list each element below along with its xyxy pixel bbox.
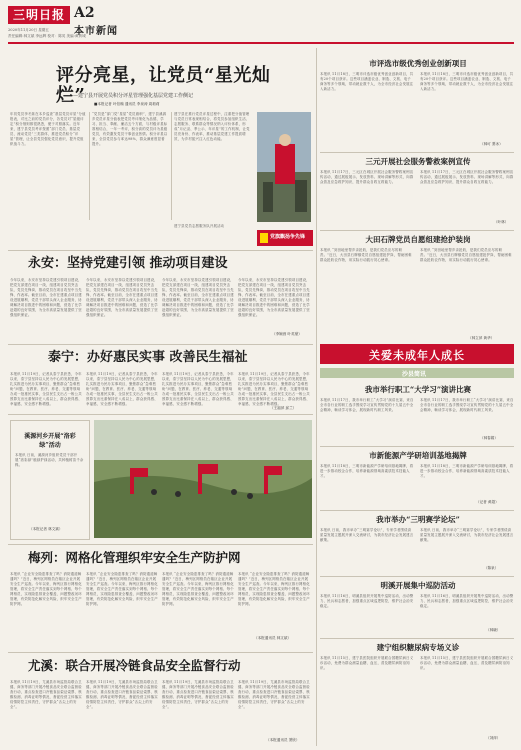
right-head-3: 大田石牌党员自愿组建抢护装岗 [365, 235, 471, 244]
story2-body-col3: 今年以来，永安市坚持以党建引领项目建设，把党支部建在项目一线，组建项目党员突击队、党员先锋岗，推动党员在项目攻坚中当先锋、作表率。截至目前，全市在建重点项目建设进展顺利，党员干部带头深入企业服务，协调解决项目推进中的困难和问题，营造了比学赶超的良好氛围，为全市高质量发展提供了坚强组织保证。 [162, 278, 234, 317]
date-line: 2020年11月20日 星期五 [8, 28, 49, 32]
masthead-logo: 三明日报 [8, 6, 70, 24]
right-text-1b: 本报讯 11月18日，三明市评选市级优秀创业创新项目，共有20个项目获评。这些项目涵盖农业、制造、文旅、电子商务等多个领域，带动就业数千人，为全市经济社会发展注入新活力。 [420, 72, 514, 91]
story4-body-col3: 本报讯 “企业安全隐患排查了吗？消防通道畅通吗？”近日，梅列区网格员在辖区企业开展安全生产巡查。今年以来，梅列区推行网格化管理，将安全生产责任落实到每个网格、每个网格员，实现隐患排查全覆盖、问题整改闭环管理，有效防范化解安全风险，织牢安全生产防护网。 [162, 572, 234, 606]
right-head-2: 三元开展社会服务警救案例宣传 [365, 157, 471, 166]
story4-byline: （本报通讯员 林文斌） [254, 636, 292, 640]
lead-subhead: ——建宁县开展党员积分评星管理强化基层党建工作侧记 [68, 93, 194, 99]
brief1-text-a: 本报讯 11月17日，我市举行职工“大学习”演讲比赛，来自全市各行业的职工选手围绕学习宣传贯彻党的十九届五中全会精神，畅谈学习体会，展现新时代职工风采。 [320, 398, 414, 412]
story2-body-col4: 今年以来，永安市坚持以党建引领项目建设，把党支部建在项目一线，组建项目党员突击队、党员先锋岗，推动党员在项目攻坚中当先锋、作表率。截至目前，全市在建重点项目建设进展顺利，党员干部带头深入企业服务，协调解决项目推进中的困难和问题，营造了比学赶超的良好氛围，为全市高质量发展提供了坚强组织保证。 [238, 278, 310, 317]
inset-title: 溪源河乡开展“洛彩绿”活动 [24, 433, 76, 449]
brief4-head: 明溪开展集中巡防活动 [380, 581, 456, 590]
brief5-head: 建宁组织糖尿病专场义诊 [376, 643, 460, 652]
story2-headline: 永安：坚持党建引领 推动项目建设 [28, 256, 228, 271]
inset-box [10, 420, 90, 540]
right-text-3b: 本报讯 “到田地里帮乡亲抢收，是我们党员应尽的职责。”近日，大田县石牌镇党员自愿组建抢护岗，帮助困难群众抢收农作物，用实际行动践行初心使命。 [420, 248, 512, 262]
brief4-byline: （林晓） [486, 628, 501, 632]
lead-badge [257, 230, 313, 246]
story5-body-col2: 本报讯 11月19日，尤溪县市场监管局联合卫健、商务等部门开展冷链食品安全联合监督检查行动，重点检查进口冷链食品索证索票、核酸检测、消毒证明等情况，督促经营主体落实疫情防控主体责任，守护群众“舌尖上的安全”。 [86, 680, 158, 709]
brief2-text-a: 本报讯 11月18日，三明市新能源产学研培训基地揭牌，将进一步推动校企合作，培养新能源领域高素质技术技能人才。 [320, 464, 414, 478]
brief1-head: 我市举行职工“大学习”演讲比赛 [364, 385, 472, 394]
lead-photo-art [257, 112, 311, 222]
lead-body-col1: 年初党员李冬妹在本乡巡查“基层党员评星”分值报表，对比之前的党员评分，各党员对“星级评定”积分细则都很熟悉，便于对照落实。近年来，建宁县党员考评按照“部门党员、基层党员、流动党员”三类群体，推进党员积分“评星”管理，让全县党员强化党员意识，提升党组织战斗力。 [10, 112, 86, 146]
brief3-text-b: 本报讯 日前，我市举办“三明赛学论坛”，专家学者围绕高质量发展主题展开深入交流研讨，为我市经济社会发展建言献策。 [420, 528, 514, 542]
story3-body-col3: 本报讯 11月19日，记者从泰宁县获悉，今年以来，泰宁县坚持以人民为中心的发展思想，扎实推进为民办实事项目，聚焦群众“急难愁盼”问题，在教育、医疗、养老、交通等领域办成一批惠民实事，全县民生支出占一般公共预算支出比重保持在八成以上，群众获得感、幸福感、安全感不断增强。 [162, 372, 234, 406]
story4-body-col4: 本报讯 “企业安全隐患排查了吗？消防通道畅通吗？”近日，梅列区网格员在辖区企业开展安全生产巡查。今年以来，梅列区推行网格化管理，将安全生产责任落实到每个网格、每个网格员，实现隐患排查全覆盖、问题整改闭环管理，有效防范化解安全风险，织牢安全生产防护网。 [238, 572, 310, 606]
lead-body-col2: “党员是“部门党”星星“党员旗帜”，建宁县溪源乡党员评星分值表把党员考评细化为品德、学习、担当、奉献、廉洁五个方面，与村级评星标准相结合，一年一考评，积分高的党员评为星级党员，有效激发党员干事创业热情。积分评星以来，全县党员参与率达98%，群众满意度显著提升。 [92, 112, 168, 146]
story2-body-col2: 今年以来，永安市坚持以党建引领项目建设，把党支部建在项目一线，组建项目党员突击队、党员先锋岗，推动党员在项目攻坚中当先锋、作表率。截至目前，全市在建重点项目建设进展顺利，党员干部带头深入企业服务，协调解决项目推进中的困难和问题，营造了比学赶超的良好氛围，为全市高质量发展提供了坚强组织保证。 [86, 278, 158, 317]
story3-body-col4: 本报讯 11月19日，记者从泰宁县获悉，今年以来，泰宁县坚持以人民为中心的发展思想，扎实推进为民办实事项目，聚焦群众“急难愁盼”问题，在教育、医疗、养老、交通等领域办成一批惠民实事，全县民生支出占一般公共预算支出比重保持在八成以上，群众获得感、幸福感、安全感不断增强。 [238, 372, 310, 406]
brief2-byline: （记者 黄超） [476, 500, 499, 504]
right-byline-1: （林可 萧冰） [480, 142, 503, 146]
editors-line: 责任编辑:林文斌 李远辉 校对：陈英 美编:黄育城 [8, 34, 86, 38]
masthead-rule [8, 42, 514, 44]
mini-banner-label: 沙县简讯 [402, 371, 427, 378]
lead-byline: ■本报记者 叶信翰 通讯员 李泉涛 周莉莉 [94, 102, 160, 106]
brief2-text-b: 本报讯 11月18日，三明市新能源产学研培训基地揭牌，将进一步推动校企合作，培养新能源领域高素质技术技能人才。 [420, 464, 514, 478]
section-title: 本市新闻 [74, 26, 118, 37]
lead-headline: 评分亮星，让党员“星光灿烂” [56, 65, 271, 106]
story3-photo-art [94, 420, 312, 538]
right-text-3a: 本报讯 “到田地里帮乡亲抢收，是我们党员应尽的职责。”近日，大田县石牌镇党员自愿组建抢护岗，帮助困难群众抢收农作物，用实际行动践行初心使命。 [320, 248, 412, 262]
right-text-1a: 本报讯 11月18日，三明市评选市级优秀创业创新项目，共有20个项目获评。这些项目涵盖农业、制造、文旅、电子商务等多个领域，带动就业数千人，为全市经济社会发展注入新活力。 [320, 72, 414, 91]
right-byline-2: （叶林） [494, 220, 509, 224]
story3-byline: （王福萍 邱兰） [270, 406, 297, 410]
mini-banner [320, 368, 514, 378]
brief3-byline: （陈泉） [484, 566, 499, 570]
topic-band [320, 344, 514, 364]
brief1-byline: （林春娟） [480, 436, 498, 440]
right-text-2a: 本报讯 11月17日，三元区在城区开展社会服务警救案例宣传活动，通过展板展示、发放资料、现场讲解等形式，向群众普及应急救护知识，提升群众自救互救能力。 [320, 170, 414, 184]
story3-body-col1: 本报讯 11月19日，记者从泰宁县获悉，今年以来，泰宁县坚持以人民为中心的发展思想，扎实推进为民办实事项目，聚焦群众“急难愁盼”问题，在教育、医疗、养老、交通等领域办成一批惠民实事，全县民生支出占一般公共预算支出比重保持在八成以上，群众获得感、幸福感、安全感不断增强。 [10, 372, 82, 406]
story2-byline: （李婉茵 叶英豪） [272, 332, 302, 336]
story5-byline: （本报通讯员 萧欣） [266, 738, 300, 742]
lead-body-col3: 建宁县在推行党员评星过程中，注重把分值管理与党员日常表现相结合，将党员参加组织生活、志愿服务、联系群众等情况纳入评价体系，形成“月记录、季公示、年评星”的工作机制，让党员亮身份、作表率，推动基层党建工作提质增效，为乡村振兴注入红色动能。 [174, 112, 250, 141]
story5-body-col3: 本报讯 11月19日，尤溪县市场监管局联合卫健、商务等部门开展冷链食品安全联合监督检查行动，重点检查进口冷链食品索证索票、核酸检测、消毒证明等情况，督促经营主体落实疫情防控主体责任，守护群众“舌尖上的安全”。 [162, 680, 234, 709]
brief5-byline: （刘萍） [486, 736, 501, 740]
brief1-text-b: 本报讯 11月17日，我市举行职工“大学习”演讲比赛，来自全市各行业的职工选手围绕学习宣传贯彻党的十九届五中全会精神，畅谈学习体会，展现新时代职工风采。 [420, 398, 514, 412]
story2-body-col1: 今年以来，永安市坚持以党建引领项目建设，把党支部建在项目一线，组建项目党员突击队、党员先锋岗，推动党员在项目攻坚中当先锋、作表率。截至目前，全市在建重点项目建设进展顺利，党员干部带头深入企业服务，协调解决项目推进中的困难和问题，营造了比学赶超的良好氛围，为全市高质量发展提供了坚强组织保证。 [10, 278, 82, 317]
party-flag-icon [260, 233, 268, 243]
story4-body-col1: 本报讯 “企业安全隐患排查了吗？消防通道畅通吗？”近日，梅列区网格员在辖区企业开展安全生产巡查。今年以来，梅列区推行网格化管理，将安全生产责任落实到每个网格、每个网格员，实现隐患排查全覆盖、问题整改闭环管理，有效防范化解安全风险，织牢安全生产防护网。 [10, 572, 82, 606]
right-text-2b: 本报讯 11月17日，三元区在城区开展社会服务警救案例宣传活动，通过展板展示、发放资料、现场讲解等形式，向群众普及应急救护知识，提升群众自救互救能力。 [420, 170, 514, 184]
brief4-text-a: 本报讯 11月16日，明溪县组织开展集中巡防活动，出动警力、民兵和志愿者，加强重点区域巡逻防控，维护社会治安稳定。 [320, 594, 414, 608]
inset-byline: （本报记者 林文斌） [29, 527, 63, 531]
lead-photo [257, 112, 311, 222]
story3-body-col2: 本报讯 11月19日，记者从泰宁县获悉，今年以来，泰宁县坚持以人民为中心的发展思想，扎实推进为民办实事项目，聚焦群众“急难愁盼”问题，在教育、医疗、养老、交通等领域办成一批惠民实事，全县民生支出占一般公共预算支出比重保持在八成以上，群众获得感、幸福感、安全感不断增强。 [86, 372, 158, 406]
masthead [8, 4, 514, 42]
brief5-text-a: 本报讯 11月15日，建宁县医院组织开展联合国糖尿病日义诊活动，免费为群众测量血糖、血压，普及糖尿病防治知识。 [320, 656, 414, 670]
story4-headline: 梅列：网格化管理织牢安全生产防护网 [28, 550, 241, 565]
brief2-head: 市新能源产学研培训基地揭牌 [369, 451, 467, 460]
story5-body-col1: 本报讯 11月19日，尤溪县市场监管局联合卫健、商务等部门开展冷链食品安全联合监督检查行动，重点检查进口冷链食品索证索票、核酸检测、消毒证明等情况，督促经营主体落实疫情防控主体责任，守护群众“舌尖上的安全”。 [10, 680, 82, 709]
story5-headline: 尤溪：联合开展冷链食品安全监督行动 [28, 658, 241, 673]
lead-badge-label: 党旗飘扬争先锋 [270, 234, 306, 240]
brief4-text-b: 本报讯 11月16日，明溪县组织开展集中巡防活动，出动警力、民兵和志愿者，加强重点区域巡逻防控，维护社会治安稳定。 [420, 594, 514, 608]
right-byline-3: （林立萍 黄华） [468, 336, 495, 340]
lead-photo-caption: 建宁县党员志愿服务队开展活动 [174, 224, 225, 228]
inset-body: 本报讯 日前，溪源河乡组织党员干部开展“洛彩绿”植绿护绿活动，共种植树苗千余株。 [15, 453, 84, 467]
brief5-text-b: 本报讯 11月15日，建宁县医院组织开展联合国糖尿病日义诊活动，免费为群众测量血糖、血压，普及糖尿病防治知识。 [420, 656, 514, 670]
topic-band-title: 关爱未成年人成长 [369, 349, 465, 362]
story3-headline: 泰宁：办好惠民实事 改善民生福祉 [48, 350, 248, 365]
story3-photo [94, 420, 312, 538]
story5-body-col4: 本报讯 11月19日，尤溪县市场监管局联合卫健、商务等部门开展冷链食品安全联合监督检查行动，重点检查进口冷链食品索证索票、核酸检测、消毒证明等情况，督促经营主体落实疫情防控主体责任，守护群众“舌尖上的安全”。 [238, 680, 310, 709]
page-number: A2 [74, 5, 95, 21]
right-head-1: 市评选市级优秀创业创新项目 [369, 59, 467, 68]
brief3-text-a: 本报讯 日前，我市举办“三明赛学论坛”，专家学者围绕高质量发展主题展开深入交流研讨，为我市经济社会发展建言献策。 [320, 528, 414, 542]
brief3-head: 我市举办“三明赛学论坛” [376, 515, 460, 524]
story4-body-col2: 本报讯 “企业安全隐患排查了吗？消防通道畅通吗？”近日，梅列区网格员在辖区企业开展安全生产巡查。今年以来，梅列区推行网格化管理，将安全生产责任落实到每个网格、每个网格员，实现隐患排查全覆盖、问题整改闭环管理，有效防范化解安全风险，织牢安全生产防护网。 [86, 572, 158, 606]
